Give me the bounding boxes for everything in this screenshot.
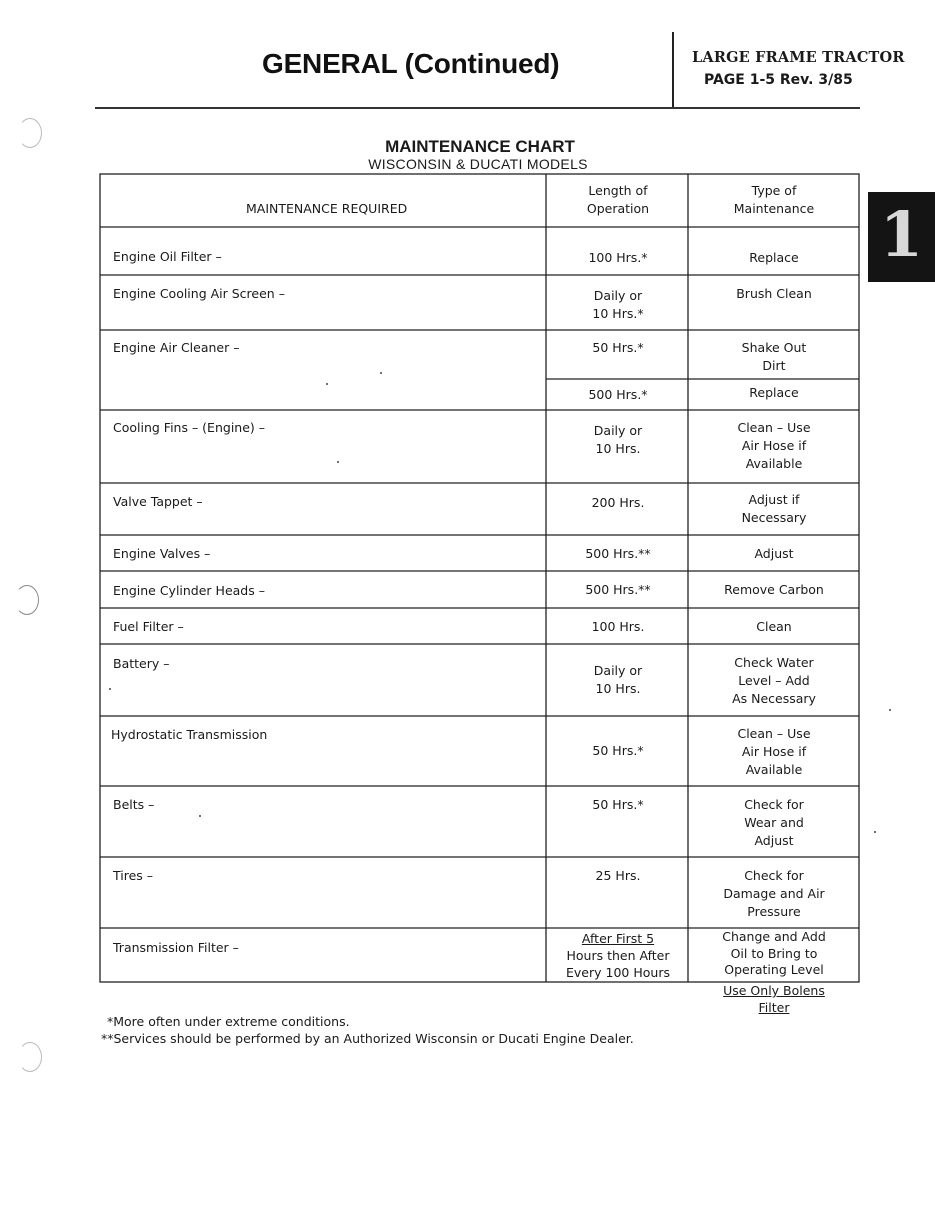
table-row-type: Clean – Use Air Hose if Available [737,420,811,471]
column-header-length: Length of Operation [586,183,650,216]
bolens-filter-note: Use Only Bolens Filter [723,983,825,1015]
table-row-length: 200 Hrs. [591,495,645,510]
table-row-item: Engine Air Cleaner – [113,340,240,355]
scan-speck [199,815,201,817]
table-row-item: Engine Cylinder Heads – [113,583,265,598]
table-row-item: Fuel Filter – [113,619,184,634]
table-row-item: Tires – [113,868,154,883]
table-row-type: Replace [749,385,799,400]
table-row-item: Battery – [113,656,170,671]
table-row-length: 500 Hrs.* [588,387,648,402]
table-row-length: 100 Hrs. [591,619,645,634]
scan-speck [889,709,891,711]
section-tab-number: 1 [879,198,924,271]
table-row-type: Check for Wear and Adjust [744,797,804,848]
table-row-length: 500 Hrs.** [585,546,651,561]
table-row-length: Daily or 10 Hrs.* [592,288,644,321]
table-row-length: 50 Hrs.* [592,797,644,812]
manual-name: LARGE FRAME TRACTOR [692,49,905,66]
page-number: PAGE 1-5 Rev. 3/85 [704,72,853,88]
chart-subtitle: WISCONSIN & DUCATI MODELS [368,156,588,172]
table-row-type: Clean [756,619,792,634]
table-row-type: Adjust if Necessary [741,492,807,525]
table-row-type: Clean – Use Air Hose if Available [737,726,811,777]
chart-title: MAINTENANCE CHART [385,137,575,156]
table-row-item: Belts – [113,797,155,812]
table-row-item: Engine Valves – [113,546,211,561]
table-row-type: Brush Clean [736,286,812,301]
scan-speck [109,688,111,690]
table-row-type: Shake Out Dirt [741,340,807,373]
table-row-item: Engine Cooling Air Screen – [113,286,285,301]
table-row-length: 500 Hrs.** [585,582,651,597]
table-row-length: 100 Hrs.* [588,250,648,265]
table-row-item: Cooling Fins – (Engine) – [113,420,266,435]
scan-speck [380,372,382,374]
table-row-item: Valve Tappet – [113,494,203,509]
column-header-type: Type of Maintenance [733,183,815,216]
table-row-length: 50 Hrs.* [592,340,644,355]
footnote-single-asterisk: *More often under extreme conditions. [107,1014,350,1029]
table-row-type: Remove Carbon [724,582,824,597]
table-row-length: Daily or 10 Hrs. [593,663,643,696]
table-row-type: Check for Damage and Air Pressure [723,868,825,919]
table-row-type: Replace [749,250,799,265]
table-row-length: After First 5 Hours then After Every 100 Hours [566,931,670,980]
footnote-double-asterisk: **Services should be performed by an Authorized Wisconsin or Ducati Engine Dealer. [101,1031,634,1046]
table-row-type: Check Water Level – Add As Necessary [732,655,816,706]
table-row-item: Transmission Filter – [113,940,239,955]
scan-speck [874,831,876,833]
table-row-type: Change and Add Oil to Bring to Operating Level [722,929,826,977]
table-row-length: Daily or 10 Hrs. [593,423,643,456]
table-row-length: 25 Hrs. [595,868,641,883]
table-row-item: Hydrostatic Transmission [111,727,268,742]
column-header-maintenance-required: MAINTENANCE REQUIRED [246,201,408,216]
page-title: GENERAL (Continued) [262,48,560,79]
scan-speck [337,461,339,463]
table-row-type: Adjust [754,546,794,561]
table-row-length: 50 Hrs.* [592,743,644,758]
table-row-item: Engine Oil Filter – [113,249,222,264]
scan-speck [326,383,328,385]
